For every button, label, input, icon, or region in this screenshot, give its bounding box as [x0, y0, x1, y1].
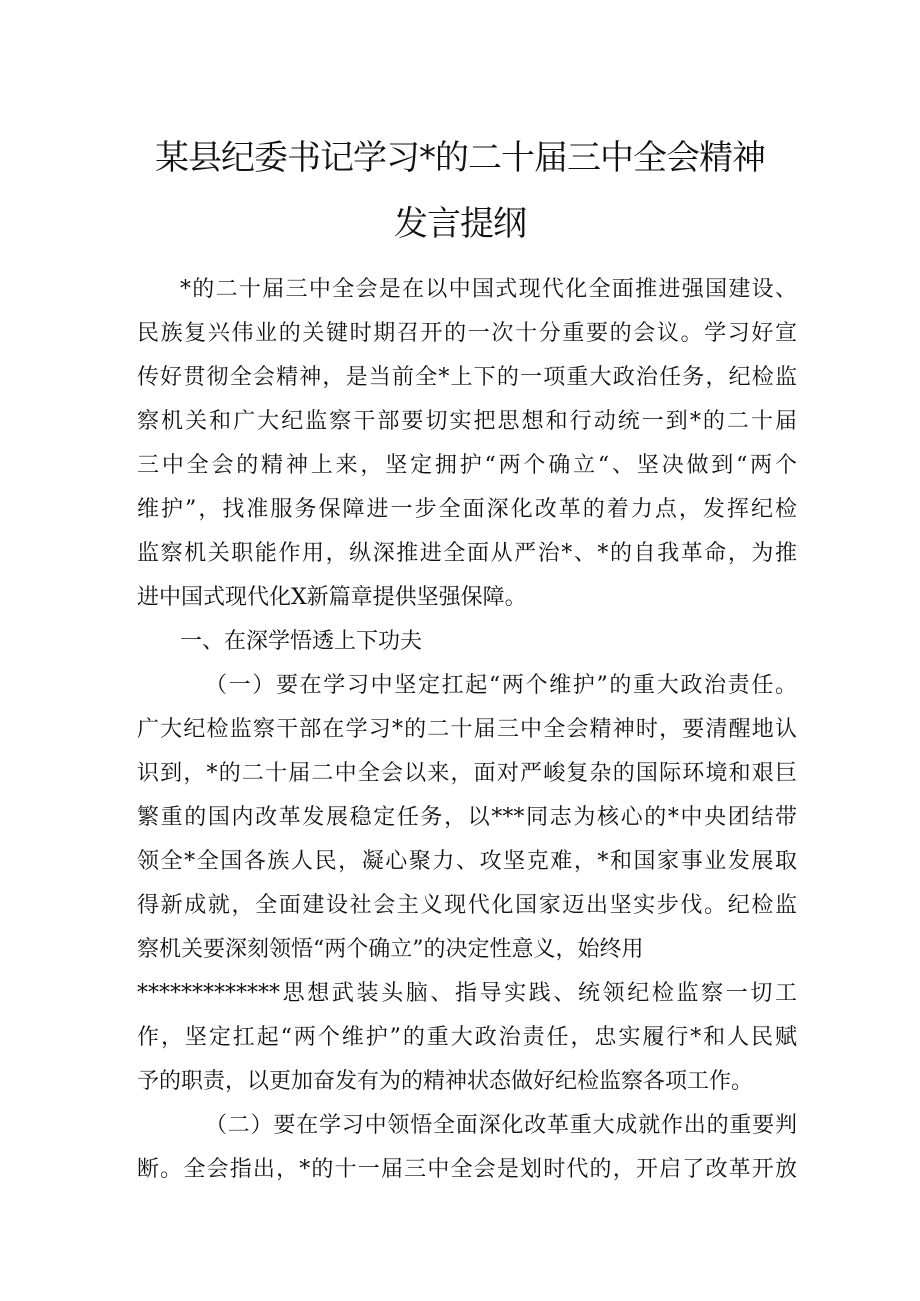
- paragraph-line: 广大纪检监察干部在学习*的二十届三中全会精神时，要清醒地认: [137, 717, 797, 742]
- paragraph-line: 察机关要深刻领悟“两个确立”的决定性意义，始终用: [137, 937, 644, 962]
- subsection-heading: （二）要在学习中领悟全面深化改革重大成就作出的重要判: [205, 1113, 797, 1138]
- paragraph-line: 三中全会的精神上来，坚定拥护“两个确立“、坚决做到“两个: [137, 453, 797, 478]
- paragraph-line: 作，坚定扛起“两个维护”的重大政治责任，忠实履行*和人民赋: [137, 1025, 797, 1050]
- paragraph-line: 识到，*的二十届二中全会以来，面对严峻复杂的国际环境和艰巨: [137, 761, 797, 786]
- paragraph-line: 民族复兴伟业的关键时期召开的一次十分重要的会议。学习好宣: [137, 321, 797, 346]
- paragraph-line: 断。全会指出，*的十一届三中全会是划时代的，开启了改革开放: [137, 1157, 797, 1182]
- paragraph-line: 领全*全国各族人民，凝心聚力、攻坚克难，*和国家事业发展取: [137, 849, 797, 874]
- paragraph-line: *的二十届三中全会是在以中国式现代化全面推进强国建设、: [180, 277, 797, 302]
- paragraph-line: 繁重的国内改革发展稳定任务，以***同志为核心的*中央团结带: [137, 805, 797, 830]
- document-subtitle: 发言提纲: [394, 204, 526, 244]
- paragraph-line: 予的职责，以更加奋发有为的精神状态做好纪检监察各项工作。: [137, 1069, 754, 1094]
- paragraph-line: 维护”，找准服务保障进一步全面深化改革的着力点，发挥纪检: [137, 497, 797, 522]
- paragraph-line: 传好贯彻全会精神，是当前全*上下的一项重大政治任务，纪检监: [137, 365, 797, 390]
- paragraph-line: 监察机关职能作用，纵深推进全面从严治*、*的自我革命，为推: [137, 541, 797, 566]
- paragraph-line: 得新成就，全面建设社会主义现代化国家迈出坚实步伐。纪检监: [137, 893, 797, 918]
- subsection-heading: （一）要在学习中坚定扛起“两个维护”的重大政治责任。: [205, 673, 797, 698]
- section-heading: 一、在深学悟透上下功夫: [180, 629, 423, 654]
- document-title: 某县纪委书记学习*的二十届三中全会精神: [155, 138, 765, 178]
- paragraph-line: 察机关和广大纪监察干部要切实把思想和行动统一到*的二十届: [137, 409, 797, 434]
- paragraph-line: *************思想武装头脑、指导实践、统领纪检监察一切工: [137, 981, 797, 1006]
- paragraph-line: 进中国式现代化X新篇章提供坚强保障。: [137, 585, 527, 610]
